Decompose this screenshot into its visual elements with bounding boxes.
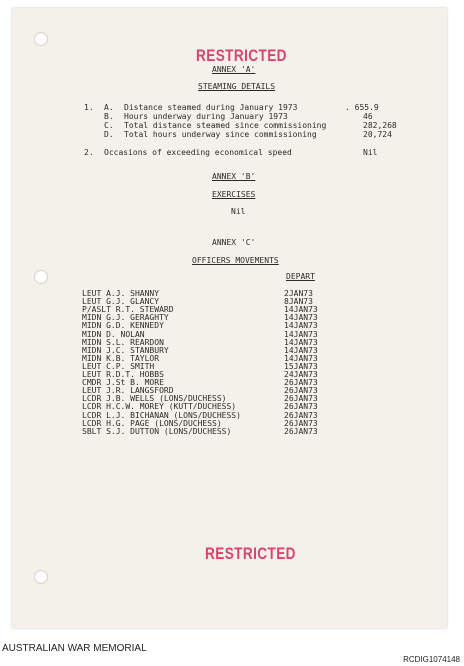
- annex-a-heading: STEAMING DETAILS: [198, 82, 276, 91]
- officer-name: LEUT C.P. SMITH: [82, 361, 155, 371]
- officer-name: MIDN K.B. TAYLOR: [82, 353, 160, 363]
- annex-b-heading: EXERCISES: [212, 190, 256, 199]
- officer-depart-date: 14JAN73: [284, 329, 318, 339]
- officer-name: LCDR H.C.W. MOREY (KUTT/DUCHESS): [82, 402, 237, 412]
- item-a-letter: A.: [104, 103, 114, 112]
- officer-name: MIDN S.L. REARDON: [82, 337, 164, 347]
- item-b-letter: B.: [104, 112, 114, 121]
- annex-c-heading: OFFICERS MOVEMENTS: [192, 256, 279, 265]
- officer-depart-date: 26JAN73: [284, 410, 318, 420]
- item-2-number: 2.: [84, 148, 94, 157]
- document-page: [12, 8, 447, 628]
- item-2-text: Occasions of exceeding economical speed: [104, 148, 292, 157]
- officer-depart-date: 14JAN73: [284, 353, 318, 363]
- officer-depart-date: 26JAN73: [284, 394, 318, 404]
- officer-depart-date: 26JAN73: [284, 386, 318, 396]
- officer-name: MIDN J.C. STANBURY: [82, 345, 169, 355]
- officer-name: LEUT A.J. SHANNY: [82, 289, 160, 298]
- item-1-number: 1.: [84, 103, 94, 112]
- officer-depart-date: 26JAN73: [284, 418, 318, 428]
- officer-depart-date: 2JAN73: [284, 289, 313, 298]
- officer-depart-date: 26JAN73: [284, 378, 318, 388]
- officer-name: MIDN G.D. KENNEDY: [82, 321, 164, 331]
- annex-b-title: ANNEX 'B': [212, 172, 256, 181]
- institution-label: AUSTRALIAN WAR MEMORIAL: [2, 643, 147, 654]
- annex-c-title: ANNEX 'C': [212, 238, 256, 247]
- item-2-value: Nil: [363, 148, 378, 157]
- officer-name: P/ASLT R.T. STEWARD: [82, 305, 174, 315]
- punch-hole-bottom: [34, 570, 48, 584]
- officer-depart-date: 14JAN73: [284, 305, 318, 315]
- record-id-label: RCDIG1074148: [403, 655, 460, 664]
- officer-name: LEUT R.D.T. HOBBS: [82, 370, 164, 379]
- annex-b-value: Nil: [231, 207, 246, 216]
- item-c-letter: C.: [104, 121, 114, 130]
- officer-name: SBLT S.J. DUTTON (LONS/DUCHESS): [82, 426, 232, 436]
- officer-name: LCDR L.J. BICHANAN (LONS/DUCHESS): [82, 410, 241, 420]
- officer-depart-date: 24JAN73: [284, 370, 318, 379]
- item-d-text: Total hours underway since commissioning: [124, 130, 317, 139]
- annex-a-title: ANNEX 'A': [212, 65, 256, 74]
- item-a-value: . 655.9: [345, 103, 379, 112]
- officer-name: CMDR J.St B. MORE: [82, 378, 164, 388]
- item-d-letter: D.: [104, 130, 114, 139]
- officer-depart-date: 14JAN73: [284, 321, 318, 331]
- officer-depart-date: 26JAN73: [284, 402, 318, 412]
- officer-depart-date: 26JAN73: [284, 426, 318, 436]
- officer-name: MIDN G.J. GERAGHTY: [82, 313, 169, 323]
- officer-name: LCDR H.G. PAGE (LONS/DUCHESS): [82, 418, 222, 428]
- item-a-text: Distance steamed during January 1973: [124, 103, 298, 112]
- depart-column-header: DEPART: [286, 272, 315, 281]
- item-d-value: 20,724: [363, 130, 392, 139]
- officer-name: LEUT G.J. GLANCY: [82, 297, 160, 307]
- punch-hole-middle: [34, 270, 48, 284]
- officer-depart-date: 14JAN73: [284, 345, 318, 355]
- item-c-value: 282,268: [363, 121, 397, 130]
- punch-hole-top: [34, 32, 48, 46]
- officer-name: LEUT J.R. LANGSFORD: [82, 386, 174, 396]
- officer-depart-date: 15JAN73: [284, 361, 318, 371]
- officer-depart-date: 8JAN73: [284, 297, 313, 307]
- item-b-value: 46: [363, 112, 373, 121]
- officer-name: LCDR J.B. WELLS (LONS/DUCHESS): [82, 394, 227, 404]
- item-c-text: Total distance steamed since commissioning: [124, 121, 327, 130]
- restricted-stamp-bottom: RESTRICTED: [205, 544, 296, 563]
- officer-depart-date: 14JAN73: [284, 313, 318, 323]
- officer-depart-date: 14JAN73: [284, 337, 318, 347]
- restricted-stamp-top: RESTRICTED: [196, 46, 287, 65]
- item-b-text: Hours underway during January 1973: [124, 112, 288, 121]
- officer-name: MIDN D. NOLAN: [82, 329, 145, 339]
